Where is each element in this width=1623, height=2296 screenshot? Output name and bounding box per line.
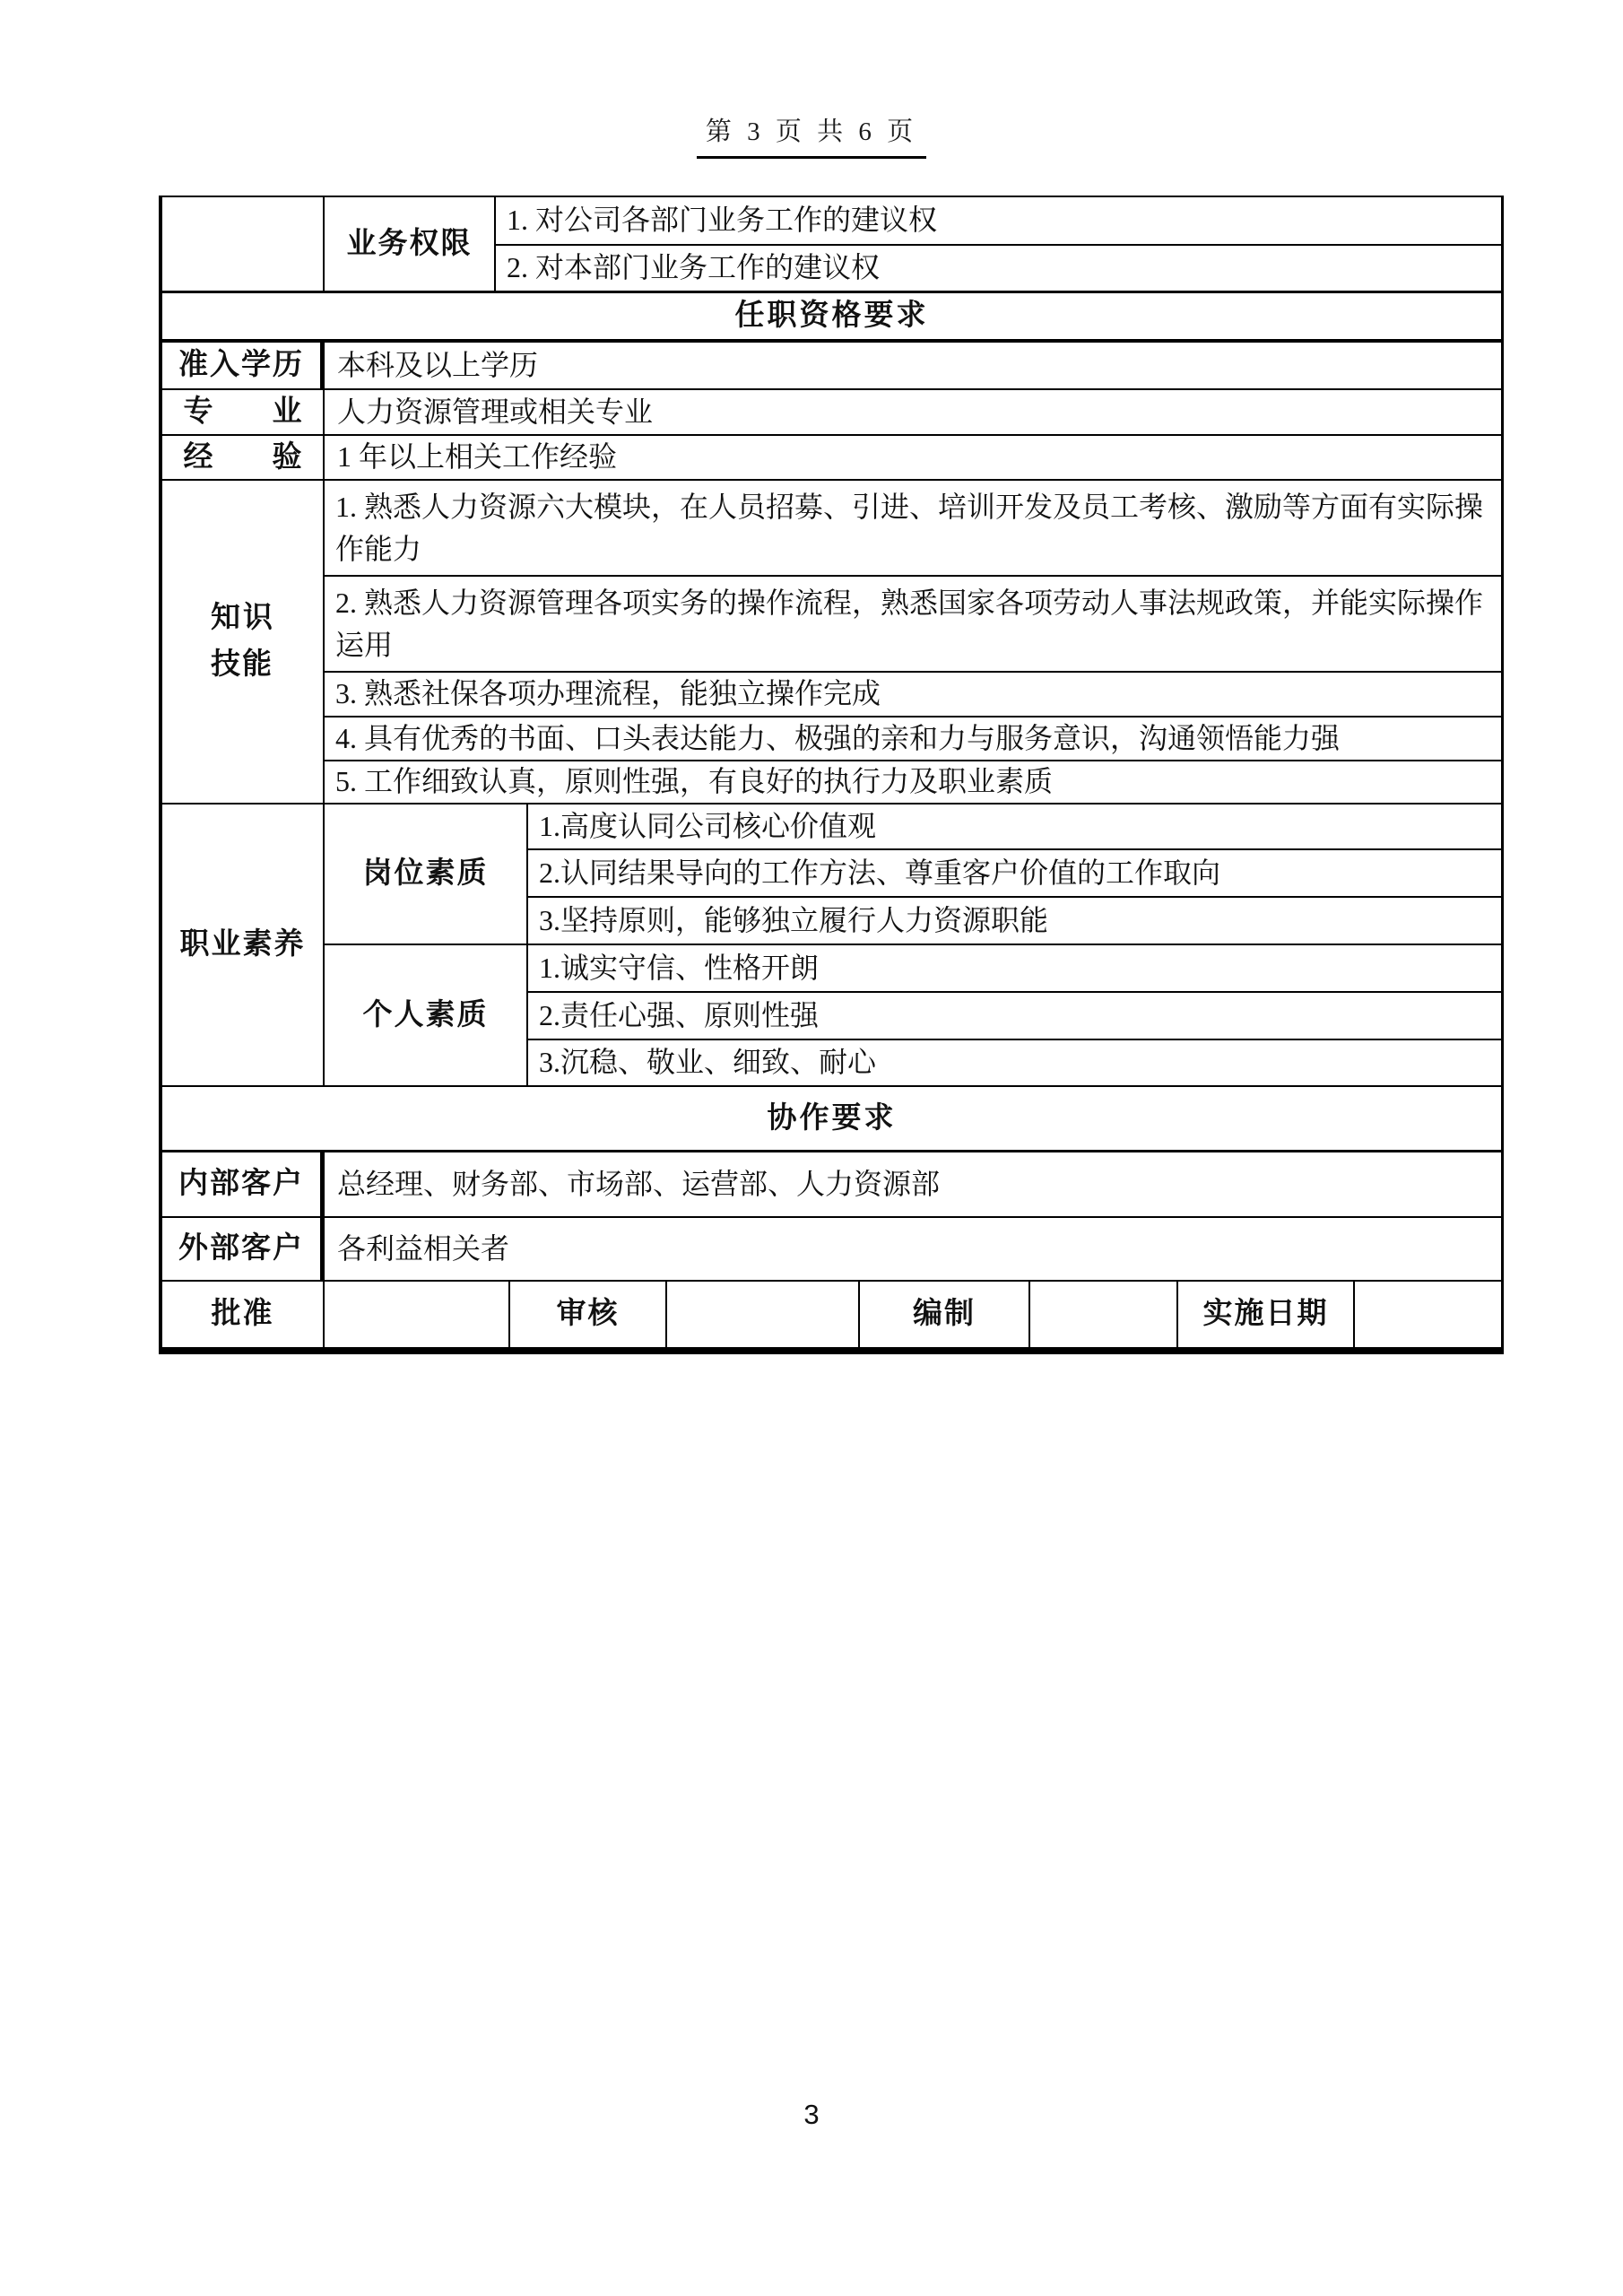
implement-date-cell	[1355, 1282, 1501, 1347]
qualification-section-title: 任职资格要求	[162, 293, 1501, 343]
personal-quality-item: 2.责任心强、原则性强	[528, 993, 1501, 1040]
internal-customers-value: 总经理、财务部、市场部、运营部、人力资源部	[337, 1167, 941, 1200]
experience-label: 经验	[162, 436, 325, 479]
post-quality-group	[325, 804, 1501, 945]
major-value: 人力资源管理或相关专业	[337, 395, 654, 428]
approval-row	[162, 1282, 1501, 1347]
professional-quality-body	[325, 804, 1501, 1085]
post-quality-item: 1.高度认同公司核心价值观	[528, 804, 1501, 850]
knowledge-item: 4. 具有优秀的书面、口头表达能力、极强的亲和力与服务意识，沟通领悟能力强	[325, 718, 1501, 761]
page-number: 3	[803, 2099, 820, 2130]
review-label: 审核	[510, 1282, 667, 1347]
education-value: 本科及以上学历	[337, 348, 539, 381]
personal-quality-label: 个人素质	[325, 945, 528, 1085]
compile-label: 编制	[860, 1282, 1030, 1347]
review-signature-cell	[667, 1282, 860, 1347]
external-customers-row	[162, 1218, 1501, 1282]
business-authority-items	[496, 197, 1501, 291]
implement-date-label: 实施日期	[1178, 1282, 1355, 1347]
business-authority-section	[162, 197, 1501, 293]
business-authority-item: 1. 对公司各部门业务工作的建议权	[496, 197, 1501, 246]
education-row	[162, 343, 1501, 390]
page-indicator: 第 3 页 共 6 页	[697, 111, 926, 159]
experience-row	[162, 436, 1501, 481]
page-header	[0, 111, 1623, 159]
personal-quality-group	[325, 945, 1501, 1085]
external-customers-value: 各利益相关者	[337, 1231, 510, 1265]
external-customers-label: 外部客户	[162, 1218, 325, 1280]
professional-quality-label: 职业素养	[162, 804, 325, 1085]
major-row	[162, 390, 1501, 436]
education-label: 准入学历	[162, 343, 325, 388]
professional-quality-section	[162, 804, 1501, 1087]
knowledge-skills-items	[325, 481, 1501, 803]
job-description-table	[159, 196, 1504, 1354]
internal-customers-row	[162, 1152, 1501, 1218]
knowledge-item: 2. 熟悉人力资源管理各项实务的操作流程，熟悉国家各项劳动人事法规政策，并能实际操作运用	[325, 577, 1501, 673]
personal-quality-items	[528, 945, 1501, 1085]
personal-quality-item: 1.诚实守信、性格开朗	[528, 945, 1501, 993]
business-authority-empty-cell	[162, 197, 325, 291]
post-quality-label: 岗位素质	[325, 804, 528, 944]
business-authority-item: 2. 对本部门业务工作的建议权	[507, 251, 881, 284]
business-authority-label: 业务权限	[325, 197, 496, 291]
post-quality-item: 2.认同结果导向的工作方法、尊重客户价值的工作取向	[528, 850, 1501, 898]
collaboration-section-title: 协作要求	[162, 1087, 1501, 1152]
compile-signature-cell	[1030, 1282, 1178, 1347]
approve-signature-cell	[325, 1282, 510, 1347]
major-label: 专业	[162, 390, 325, 434]
internal-customers-label: 内部客户	[162, 1152, 325, 1216]
post-quality-items	[528, 804, 1501, 944]
knowledge-item: 5. 工作细致认真，原则性强，有良好的执行力及职业素质	[335, 765, 1054, 798]
personal-quality-item: 3.沉稳、敬业、细致、耐心	[539, 1046, 877, 1079]
experience-value: 1 年以上相关工作经验	[337, 440, 618, 474]
knowledge-skills-label: 知识技能	[162, 481, 325, 803]
approve-label: 批准	[162, 1282, 325, 1347]
knowledge-skills-section	[162, 481, 1501, 804]
knowledge-item: 3. 熟悉社保各项办理流程，能独立操作完成	[325, 673, 1501, 718]
knowledge-item: 1. 熟悉人力资源六大模块，在人员招募、引进、培训开发及员工考核、激励等方面有实际操作能力	[325, 481, 1501, 577]
post-quality-item: 3.坚持原则，能够独立履行人力资源职能	[539, 903, 1049, 936]
